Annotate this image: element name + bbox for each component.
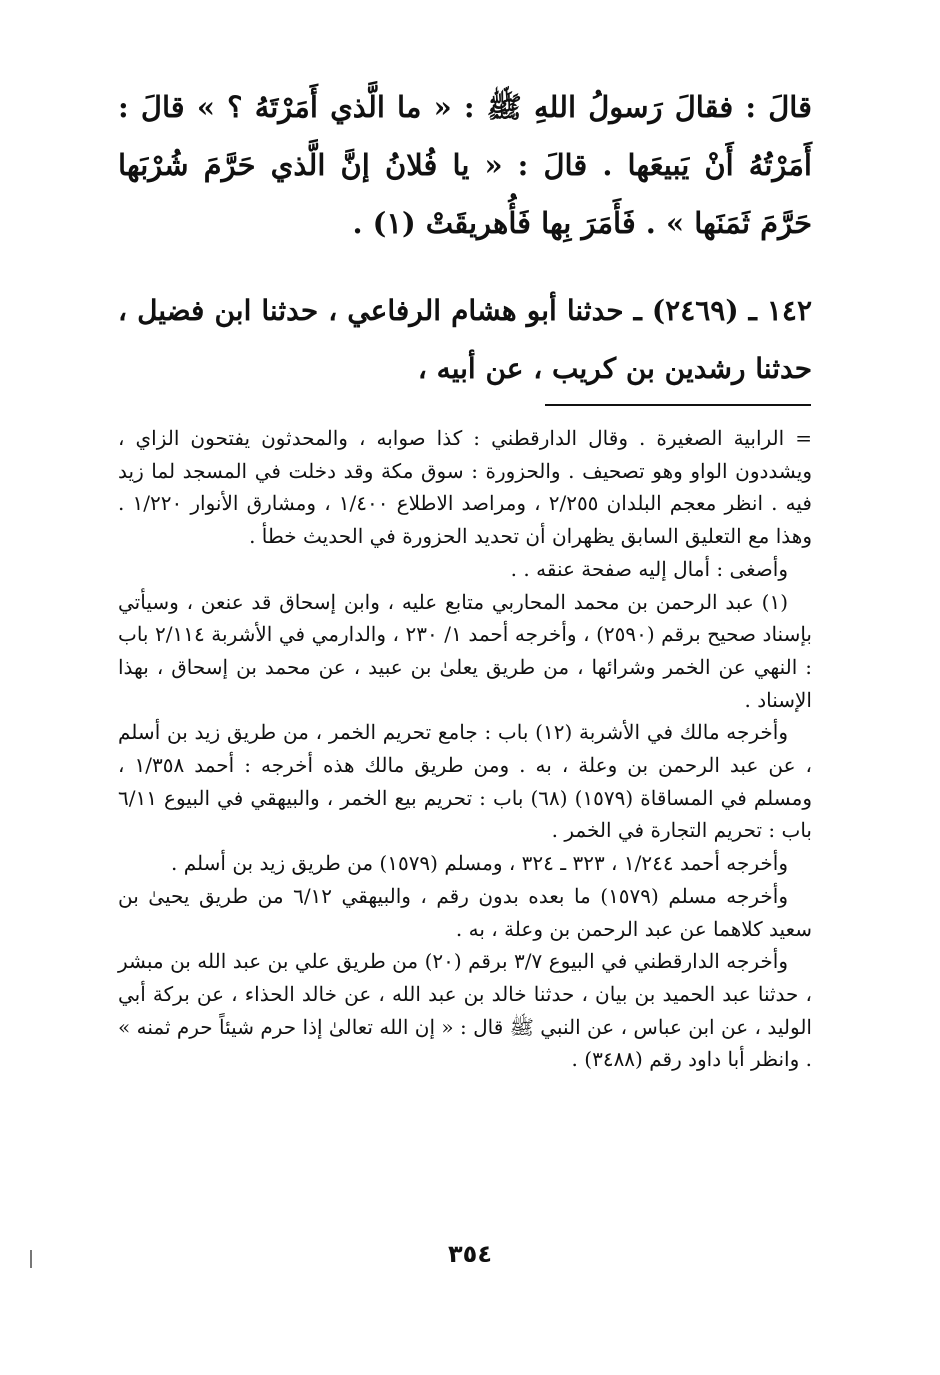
- margin-mark: [30, 1250, 32, 1268]
- footnote-paragraph: وأخرجه مالك في الأشربة (١٢) باب : جامع تحريم الخمر ، من طريق زيد بن أسلم ، عن عبد الرحمن بن وعلة ، به . ومن طريق مالك هذه أخرجه : أحمد ١/٣٥٨ ، ومسلم في المساقاة (١٥٧٩) (٦٨) باب : تحريم بيع الخمر ، والبيهقي في البيوع ٦/١١ باب : تحريم التجارة في الخمر .: [118, 720, 813, 843]
- footnotes: [118, 422, 812, 1076]
- footnote-paragraph: (١) عبد الرحمن بن محمد المحاربي متابع عليه ، وابن إسحاق قد عنعن ، وسيأتي بإسناد صحيح برقم (٢٥٩٠) ، وأخرجه أحمد ١/ ٢٣٠ ، والدارمي في الأشربة ٢/١١٤ باب : النهي عن الخمر وشرائها ، من طريق يعلىٰ بن عبيد ، عن محمد بن إسحاق ، بهذا الإسناد .: [118, 589, 813, 712]
- footnote-continuation: = الرابية الصغيرة . وقال الدارقطني : كذا صوابه ، والمحدثون يفتحون الزاي ، ويشددون الواو وهو تصحيف . والحزورة : سوق مكة وقد دخلت في المسجد لما زيد فيه . انظر معجم البلدان ٢/٢٥٥ ، ومراصد الاطلاع ١/٤٠٠ ، ومشارق الأنوار ١/٢٢٠ . وهذا مع التعليق السابق يظهران أن تحديد الحزورة في الحديث خطأ .: [118, 426, 812, 549]
- hadith-text: قالَ : فقالَ رَسولُ اللهِ ﷺ : « ما الَّذي أَمَرْتَهُ ؟ » قالَ : أَمَرْتُهُ أَنْ يَبيعَها . قالَ : « يا فُلانُ إنَّ الَّذي حَرَّمَ شُرْبَها حَرَّمَ ثَمَنَها » . فَأَمَرَ بِها فَأُهريقَتْ (١) .: [118, 90, 812, 240]
- footnote-paragraph: وأخرجه الدارقطني في البيوع ٣/٧ برقم (٢٠) من طريق علي بن عبد الله بن مبشر ، حدثنا عبد الحميد بن بيان ، حدثنا خالد بن عبد الله ، عن خالد الحذاء ، عن بركة أبي الوليد ، عن ابن عباس ، عن النبي ﷺ قال : « إن الله تعالىٰ إذا حرم شيئاً حرم ثمنه » . وانظر أبا داود رقم (٣٤٨٨) .: [118, 949, 812, 1072]
- footnote-separator: [545, 404, 811, 406]
- main-text-block: [118, 78, 812, 398]
- footnote-paragraph: وأخرجه أحمد ١/٢٤٤ ، ٣٢٣ ـ ٣٢٤ ، ومسلم (١٥٧٩) من طريق زيد بن أسلم .: [171, 851, 788, 876]
- footnote-paragraph: وأصغى : أمال إليه صفحة عنقه . .: [510, 556, 788, 581]
- hadith-header: ١٤٢ ـ (٢٤٦٩) ـ حدثنا أبو هشام الرفاعي ، حدثنا ابن فضيل ، حدثنا رشدين بن كريب ، عن أبيه ،: [118, 294, 813, 385]
- footnote-paragraph: وأخرجه مسلم (١٥٧٩) ما بعده بدون رقم ، والبيهقي ٦/١٢ من طريق يحيىٰ بن سعيد كلاهما عن عبد الرحمن بن وعلة ، به .: [118, 883, 812, 941]
- page-number: ٣٥٤: [448, 1240, 492, 1268]
